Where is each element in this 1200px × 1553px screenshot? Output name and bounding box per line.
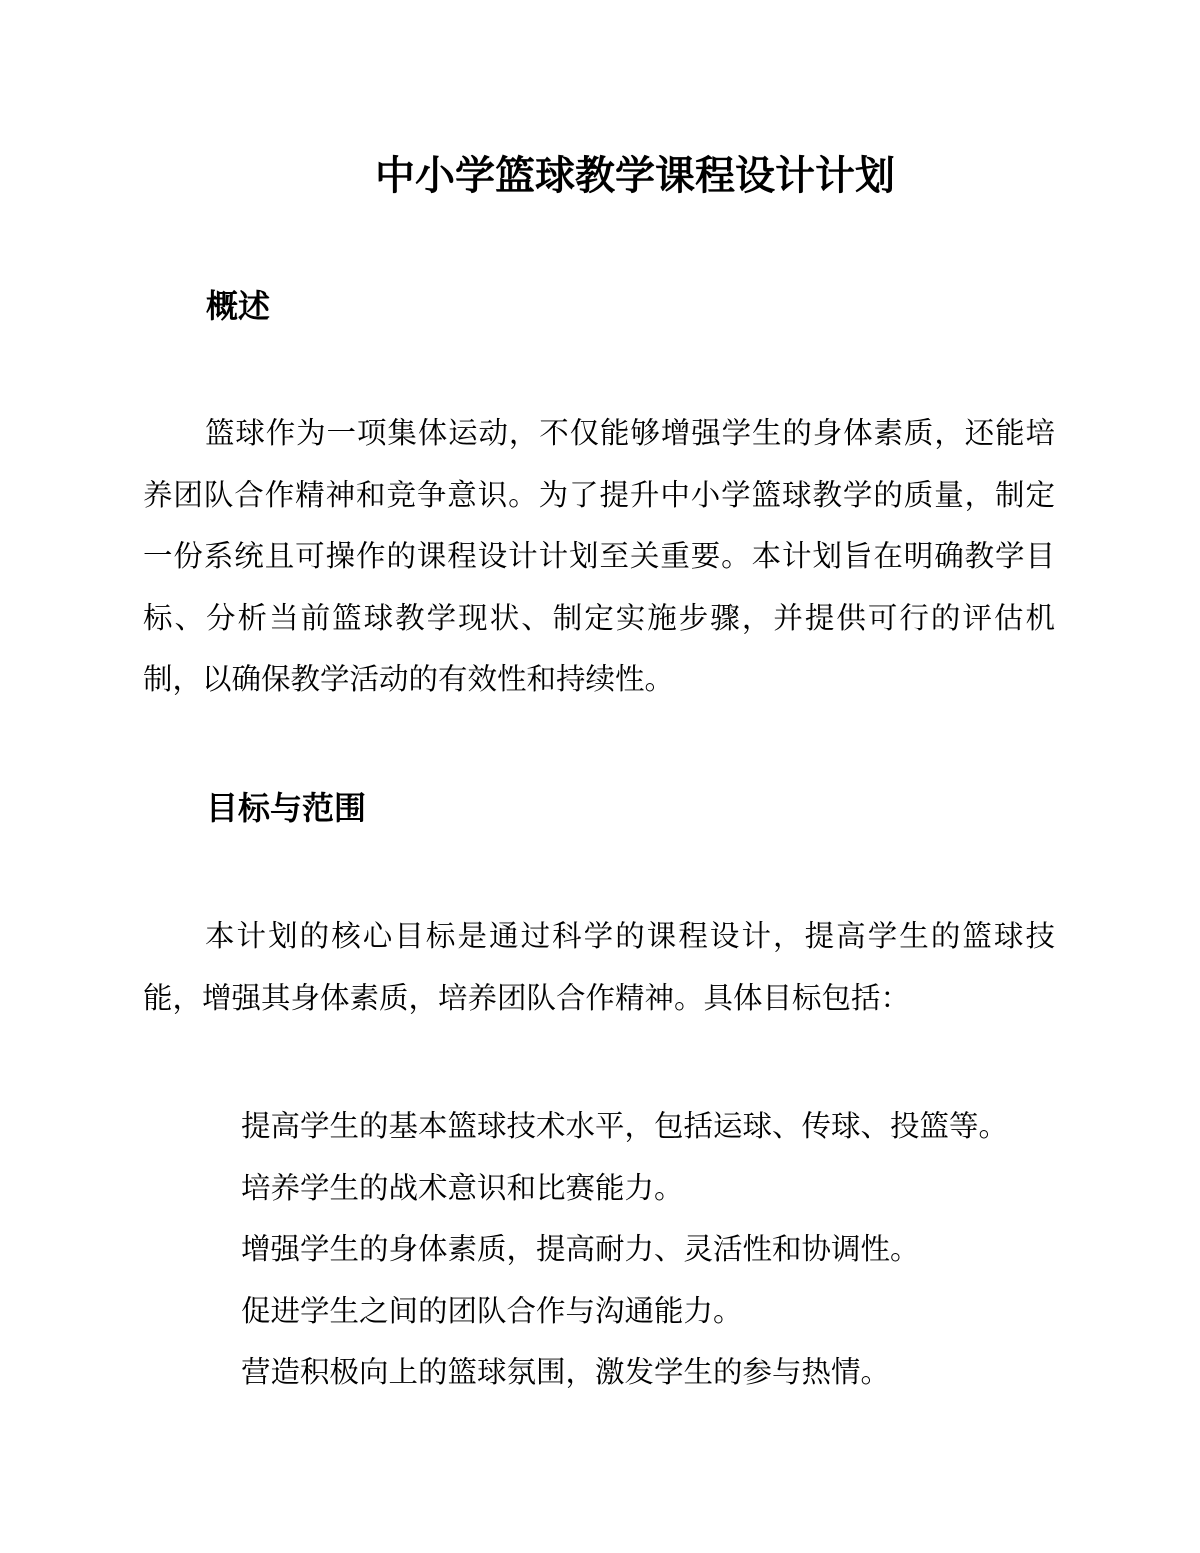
section-heading-goals-scope: 目标与范围 — [206, 789, 367, 827]
list-item: 培养学生的战术意识和比赛能力。 — [241, 1170, 684, 1205]
list-item: 营造积极向上的篮球氛围，激发学生的参与热情。 — [241, 1355, 891, 1390]
goals-intro-paragraph: 本计划的核心目标是通过科学的课程设计，提高学生的篮球技能，增强其身体素质，培养团队合作精神。具体目标包括： — [143, 919, 1055, 1015]
list-item: 促进学生之间的团队合作与沟通能力。 — [241, 1293, 743, 1328]
list-item: 增强学生的身体素质，提高耐力、灵活性和协调性。 — [241, 1232, 920, 1267]
list-item: 提高学生的基本篮球技术水平，包括运球、传球、投篮等。 — [241, 1109, 1009, 1143]
goals-list — [241, 1096, 1008, 1404]
overview-paragraph: 篮球作为一项集体运动，不仅能够增强学生的身体素质，还能培养团队合作精神和竞争意识。为了提升中小学篮球教学的质量，制定一份系统且可操作的课程设计计划至关重要。本计划旨在明确教学目标、分析当前篮球教学现状、制定实施步骤，并提供可行的评估机制，以确保教学活动的有效性和持续性。 — [143, 416, 1055, 697]
section-heading-overview: 概述 — [206, 287, 271, 325]
page-title: 中小学篮球教学课程设计计划 — [375, 153, 895, 199]
